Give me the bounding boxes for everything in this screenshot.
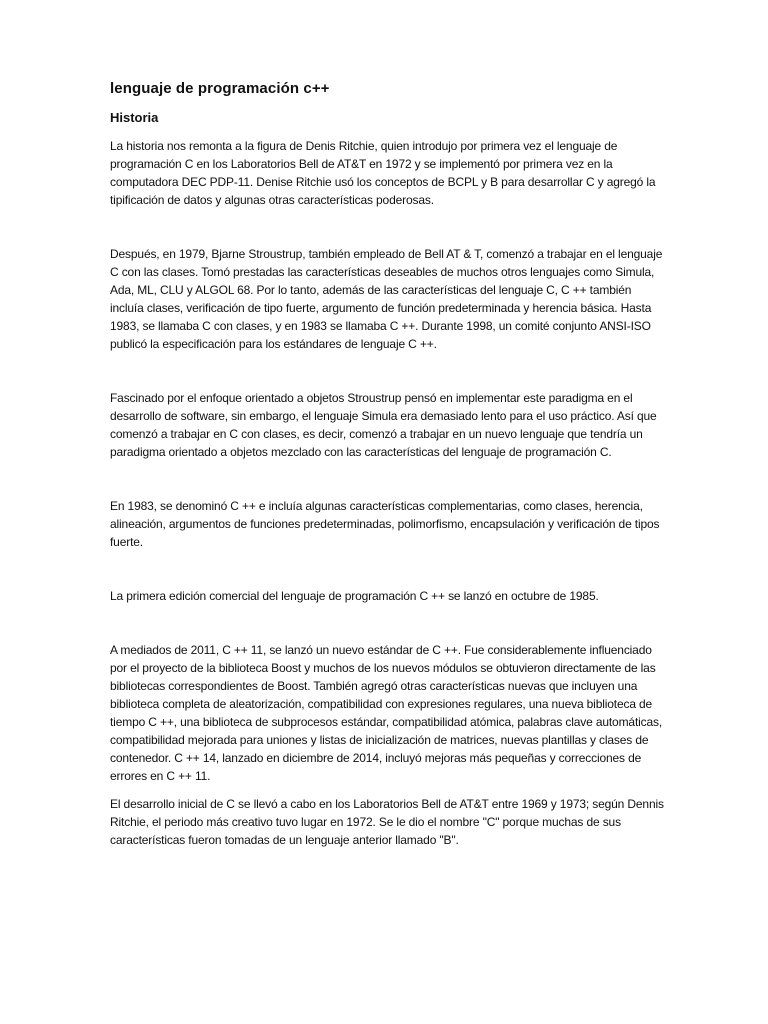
paragraph-5: La primera edición comercial del lenguaje de programación C ++ se lanzó en octubre de 1985. <box>110 589 599 603</box>
paragraph-1: La historia nos remonta a la figura de Denis Ritchie, quien introdujo por primera vez el lenguaje de programación C en los Laboratorios Bell de AT&T en 1972 y se implementó por primera vez en la computadora DEC PDP-11. Denise Ritchie usó los conceptos de BCPL y B para desarrollar C y agregó la tipificación de datos y algunas otras características poderosas. <box>110 139 656 207</box>
document-page <box>110 80 666 849</box>
document-title: lenguaje de programación c++ <box>110 80 330 97</box>
paragraph-7: El desarrollo inicial de C se llevó a cabo en los Laboratorios Bell de AT&T entre 1969 y 1973; según Dennis Ritchie, el periodo más creativo tuvo lugar en 1972. Se le dio el nombre "C" porque muchas de sus características fueron tomadas de un lenguaje anterior llamado "B". <box>110 797 664 847</box>
paragraph-4: En 1983, se denominó C ++ e incluía algunas características complementarias, como clases, herencia, alineación, argumentos de funciones predeterminadas, polimorfismo, encapsulación y verificación de tipos fuerte. <box>110 499 660 549</box>
paragraph-2: Después, en 1979, Bjarne Stroustrup, también empleado de Bell AT & T, comenzó a trabajar en el lenguaje C con las clases. Tomó prestadas las características deseables de muchos otros lenguajes como Simula, Ada, ML, CLU y ALGOL 68. Por lo tanto, además de las características del lenguaje C, C ++ también incluía clases, verificación de tipo fuerte, argumento de función predeterminada y herencia básica. Hasta 1983, se llamaba C con clases, y en 1983 se llamaba C ++. Durante 1998, un comité conjunto ANSI-ISO publicó la especificación para los estándares de lenguaje C ++. <box>110 247 663 351</box>
paragraph-3: Fascinado por el enfoque orientado a objetos Stroustrup pensó en implementar este paradigma en el desarrollo de software, sin embargo, el lenguaje Simula era demasiado lento para el uso práctico. Así que comenzó a trabajar en C con clases, es decir, comenzó a trabajar en un nuevo lenguaje que tendría un paradigma orientado a objetos mezclado con las características del lenguaje de programación C. <box>110 391 657 459</box>
paragraph-6: A mediados de 2011, C ++ 11, se lanzó un nuevo estándar de C ++. Fue considerablemente influenciado por el proyecto de la biblioteca Boost y muchos de los nuevos módulos se obtuvieron directamente de las bibliotecas correspondientes de Boost. También agregó otras características nuevas que incluyen una biblioteca completa de aleatorización, compatibilidad con expresiones regulares, una nueva biblioteca de tiempo C ++, una biblioteca de subprocesos estándar, compatibilidad atómica, palabras clave automáticas, compatibilidad mejorada para uniones y listas de inicialización de matrices, nuevas plantillas y clases de contenedor. C ++ 14, lanzado en diciembre de 2014, incluyó mejoras más pequeñas y correcciones de errores en C ++ 11. <box>110 643 663 783</box>
section-heading-historia: Historia <box>110 110 159 125</box>
